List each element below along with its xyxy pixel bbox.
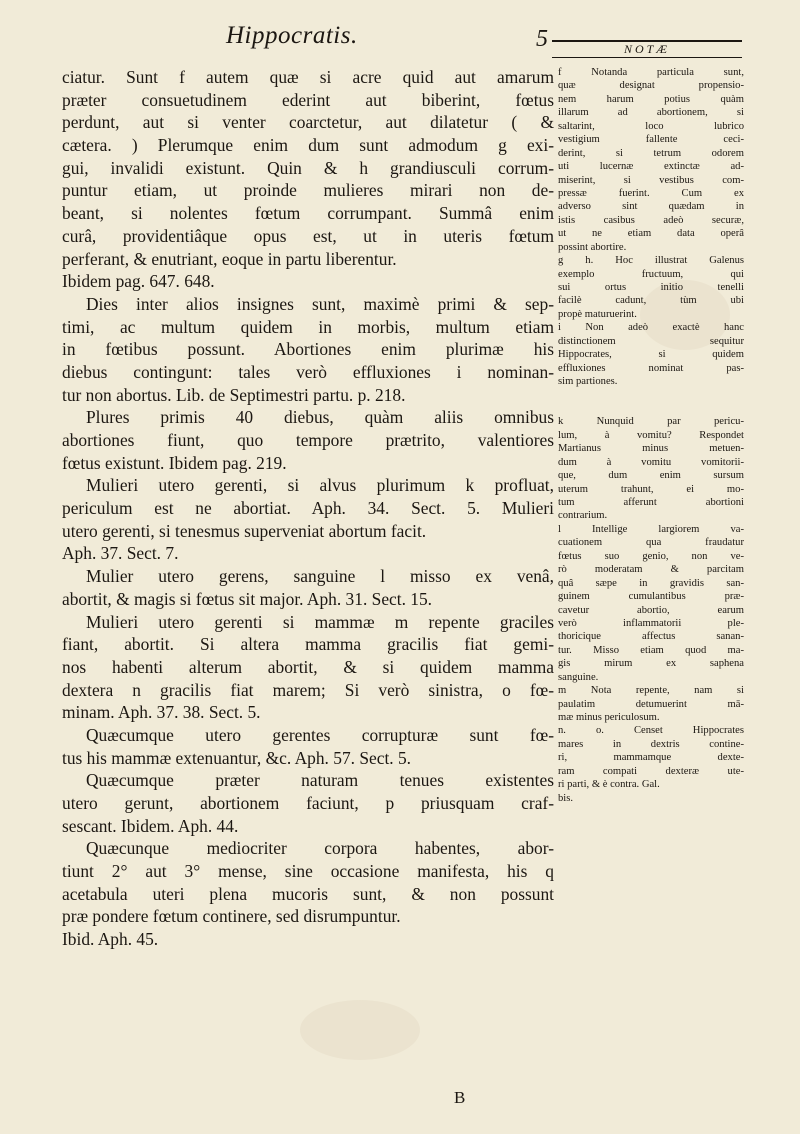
text-line: Aph. 37. Sect. 7. xyxy=(62,543,179,564)
notes-heading: NOTÆ xyxy=(552,40,742,58)
text-line: præter consuetudinem ederint aut biberint, fœtus xyxy=(62,89,554,110)
text-line: Ibidem pag. 647. 648. xyxy=(62,271,215,292)
note-line: tum afferunt abortioni xyxy=(558,497,744,508)
note-line: vestigium fallente ceci- xyxy=(558,134,744,146)
text-line: puntur etiam, ut proinde mulieres mirari non de- xyxy=(62,180,554,201)
paper-stain xyxy=(300,1000,420,1060)
note-line: que, dum enim sursum xyxy=(558,470,744,482)
note-line: distinctionem sequitur xyxy=(558,335,744,347)
note-line: exemplo fructuum, qui xyxy=(558,268,744,280)
text-line: in fœtibus possunt. Abortiones enim plurimæ his xyxy=(62,339,554,360)
text-line: Mulieri utero gerenti si mammæ m repente graciles xyxy=(86,611,554,632)
text-line: Dies inter alios insignes sunt, maximè primi & sep- xyxy=(86,293,554,314)
note-line: ut ne etiam data operâ xyxy=(558,228,744,240)
note-line: nem harum potius quàm xyxy=(558,93,744,105)
note-line: saltarint, loco lubrico xyxy=(558,120,744,132)
signature-mark: B xyxy=(454,1088,466,1107)
note-line: lum, à vomitu? Respondet xyxy=(558,429,744,441)
text-line: nos habenti alterum abortit, & si quidem mamma xyxy=(62,656,554,677)
note-line: guinem cumulantibus præ- xyxy=(558,591,744,603)
text-line: gui, invalidi existunt. Quin & h grandiusculi corrum- xyxy=(62,157,554,178)
note-line: fœtus suo genio, non ve- xyxy=(558,550,744,562)
text-line: Quæcunque mediocriter corpora habentes, abor- xyxy=(86,838,554,859)
text-line: abortit, & magis si fœtus sit major. Aph. 31. Sect. 15. xyxy=(62,588,433,609)
note-line: mares in dextris contine- xyxy=(558,738,744,750)
note-line: derint, si tetrum odorem xyxy=(558,147,744,159)
note-line xyxy=(558,402,744,415)
note-line: m Nota repente, nam si xyxy=(558,685,744,697)
note-line: gis mirum ex saphena xyxy=(558,658,744,670)
note-line xyxy=(558,389,744,402)
text-line: curâ, providentiâque opus est, ut in uteris fœtum xyxy=(62,225,554,246)
note-line: sim partiones. xyxy=(558,376,618,388)
text-line: tur non abortus. Lib. de Septimestri partu. p. 218. xyxy=(62,384,406,405)
note-line: f Notanda particula sunt, xyxy=(558,67,744,78)
note-line: n. o. Censet Hippocrates xyxy=(558,725,744,737)
text-line: sescant. Ibidem. Aph. 44. xyxy=(62,815,239,836)
text-line: Mulier utero gerens, sanguine l misso ex venâ, xyxy=(86,566,554,587)
note-line: possint abortire. xyxy=(558,241,627,253)
note-line: l Intellige largiorem va- xyxy=(558,523,744,535)
note-line: verò inflammatorii ple- xyxy=(558,617,744,629)
note-line: miserint, si vestibus com- xyxy=(558,174,744,186)
text-line: minam. Aph. 37. 38. Sect. 5. xyxy=(62,702,261,723)
page-number: 5 xyxy=(536,26,548,52)
note-line: propè maturuerint. xyxy=(558,308,637,320)
note-line: g h. Hoc illustrat Galenus xyxy=(558,255,744,267)
text-line: præ pondere fœtum continere, sed disrumpuntur. xyxy=(62,906,401,927)
note-line: dum à vomitu vomitorii- xyxy=(558,456,744,468)
note-line: pressæ fuerint. Cum ex xyxy=(558,187,744,199)
text-line: Plures primis 40 diebus, quàm aliis omnibus xyxy=(86,407,554,428)
text-line: perdunt, aut si venter coarctetur, aut dilatetur ( & xyxy=(62,112,554,133)
note-line: thoricique affectus sanan- xyxy=(558,631,744,643)
note-line: bis. xyxy=(558,792,574,804)
note-line: Martianus minus metuen- xyxy=(558,443,744,455)
note-line: sanguine. xyxy=(558,671,599,683)
text-line: Quæcumque utero gerentes corrupturæ sunt fœ- xyxy=(86,724,554,745)
text-line: fiant, abortit. Si altera mamma gracilis fiat gemi- xyxy=(62,634,554,655)
note-line: paulatim detumuerint mā- xyxy=(558,698,744,710)
margin-notes-column xyxy=(558,66,744,805)
note-line: mæ minus periculosum. xyxy=(558,712,660,723)
text-line: Mulieri utero gerenti, si alvus plurimum k profluat, xyxy=(86,475,554,496)
note-line: cavetur abortio, earum xyxy=(558,604,744,616)
page-header xyxy=(0,18,800,60)
text-line: acetabula uteri plena mucoris sunt, & non possunt xyxy=(62,883,554,904)
text-line: tus his mammæ extenuantur, &c. Aph. 57. Sect. 5. xyxy=(62,747,412,768)
text-line: periculum est ne abortiat. Aph. 34. Sect. 5. Mulieri xyxy=(62,498,554,519)
note-line: rò moderatam & parcitam xyxy=(558,564,744,576)
text-line: dextera n gracilis fiat marem; Si verò sinistra, o fœ- xyxy=(62,679,554,700)
text-line: tiunt 2° aut 3° mense, sine occasione manifesta, his q xyxy=(62,861,554,882)
text-line: timi, ac multum quidem in morbis, multum etiam xyxy=(62,316,554,337)
note-line: uterum trahunt, ei mo- xyxy=(558,483,744,495)
note-line: i Non adeò exactè hanc xyxy=(558,322,744,334)
note-line: sui ortus initio tenelli xyxy=(558,282,744,293)
note-line: istis casibus adeò securæ, xyxy=(558,214,744,226)
note-line: adverso sint quædam in xyxy=(558,201,744,213)
text-line: perferant, & enutriant, eoque in partu liberentur. xyxy=(62,248,397,269)
note-line: k Nunquid par pericu- xyxy=(558,416,744,428)
text-line: Ibid. Aph. 45. xyxy=(62,929,159,950)
note-line: quâ sæpe in gravidis san- xyxy=(558,577,744,589)
note-line: ri, mammamque dexte- xyxy=(558,752,744,764)
note-line: illarum ad abortionem, si xyxy=(558,107,744,119)
note-line: Hippocrates, si quidem xyxy=(558,349,744,361)
note-line: facilè cadunt, tùm ubi xyxy=(558,295,744,307)
text-line: abortiones fiunt, quo tempore prætrito, valentiores xyxy=(62,430,554,450)
text-line: utero gerenti, si tenesmus superveniat abortum facit. xyxy=(62,520,427,541)
main-text-column xyxy=(62,66,554,951)
running-title: Hippocratis. xyxy=(226,22,358,49)
text-line: beant, si nolentes fœtum corrumpant. Summâ enim xyxy=(62,203,554,224)
note-line: quæ designat propensio- xyxy=(558,80,744,92)
note-line: uti lucernæ extinctæ ad- xyxy=(558,161,744,173)
text-line: utero gerunt, abortionem faciunt, p priusquam craf- xyxy=(62,793,554,813)
text-line: diebus contingunt: tales verò effluxiones i nominan- xyxy=(62,361,554,382)
note-line: ram compati dexteræ ute- xyxy=(558,765,744,777)
note-line: effluxiones nominat pas- xyxy=(558,362,744,374)
note-line: contrarium. xyxy=(558,510,608,522)
text-line: Quæcumque præter naturam tenues existentes xyxy=(86,770,554,791)
note-line: ri parti, & è contra. Gal. xyxy=(558,779,660,791)
text-line: cætera. ) Plerumque enim dum sunt admodum g exi- xyxy=(62,135,554,156)
note-line: cuationem qua fraudatur xyxy=(558,537,744,549)
text-line: fœtus existunt. Ibidem pag. 219. xyxy=(62,452,287,473)
text-line: ciatur. Sunt f autem quæ si acre quid aut amarum xyxy=(62,67,554,87)
note-line: tur. Misso etiam quod ma- xyxy=(558,644,744,656)
